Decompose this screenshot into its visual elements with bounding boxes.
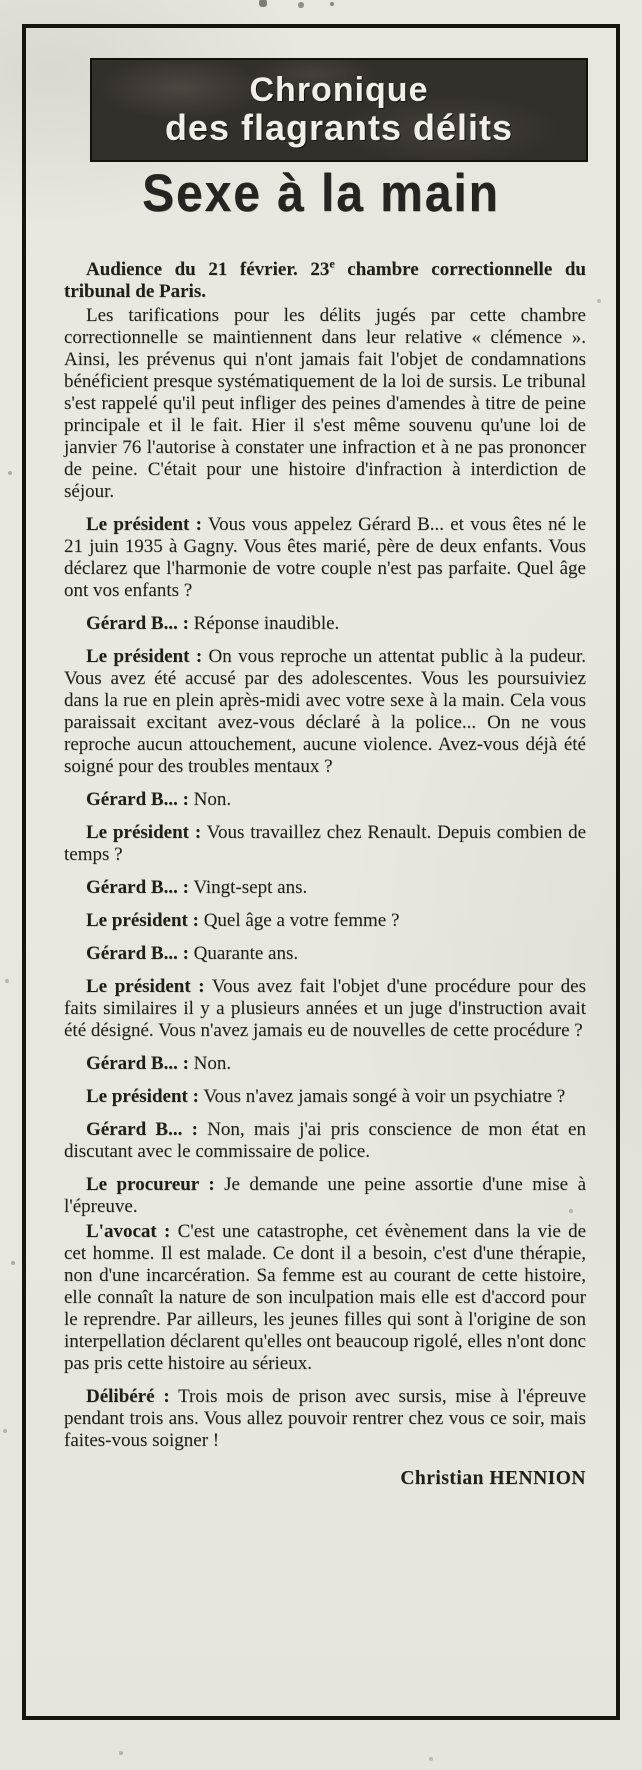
byline: Christian HENNION [400,1468,586,1489]
paragraph-text: Non. [188,789,232,810]
paragraph-dialogue [64,943,586,965]
paragraph-text: C'est une catastrophe, cet évènement dans la vie de cet homme. Il est malade. Ce dont il a besoin, c'est d'une thérapie, non d'une incarcération. Sa femme est au courant de cette histoire, elle connaît la nature de son inculpation mais elle est d'accord pour le reprendre. Par ailleurs, les jeunes filles qui sont à l'origine de son interpellation déclarent qu'elles ont beaucoup rigolé, elles n'ont donc pas pris cette histoire au sérieux. [64,1221,587,1374]
speaker-label: Gérard B... : [86,1119,198,1140]
speaker-label: Le président : [86,976,205,997]
paragraph-text: Quel âge a votre femme ? [198,910,400,931]
speaker-label: Le président : [86,822,202,843]
paragraph-dialogue [64,976,586,1042]
speaker-label: Le président : [86,910,199,931]
article-headline: Sexe à la main [142,163,500,223]
paragraph-text: Les tarifications pour les délits jugés par cette chambre correctionnelle se maintiennent dans leur relative « clémence ». Ainsi, les prévenus qui n'ont jamais fait l'objet de condamnations bénéficient presque systématiquement de la loi de sursis. Le tribunal s'est rappelé qu'il peut infliger des peines d'amendes à titre de peine principale et il le fait. Hier il s'est même souvenu qu'une loi de janvier 76 l'autorise à constater une infraction et à ne pas prononcer de peine. C'était pour une histoire d'infraction à interdiction de séjour. [64,305,586,502]
paragraph-dialogue [64,514,586,602]
paragraph-dialogue [64,910,586,932]
lead-post: chambre correctionnelle du tribunal de Paris. [64,259,586,302]
speaker-label: Gérard B... : [86,789,189,810]
paragraph-text: Trois mois de prison avec sursis, mise à l'épreuve pendant trois ans. Vous allez pouvoir rentrer chez vous ce soir, mais faites-vous soigner ! [64,1386,586,1451]
paragraph-intro [64,305,586,503]
masthead-line2: des flagrants délits [164,106,514,148]
paragraph-text: Vingt-sept ans. [188,877,308,898]
paragraph-dialogue [64,1086,586,1108]
column-masthead [90,58,588,162]
article-frame [22,24,620,1720]
lead-superscript: e [329,256,335,271]
paragraph-dialogue [64,613,586,635]
paragraph-dialogue [64,822,586,866]
paragraph-dialogue [64,1053,586,1075]
paragraph-verdict [64,1386,586,1452]
paragraph-dialogue [64,1221,586,1375]
speaker-label: Gérard B... : [86,877,189,898]
paragraph-dialogue [64,1119,586,1163]
paragraph-text: Vous vous appelez Gérard B... et vous êtes né le 21 juin 1935 à Gagny. Vous êtes marié, père de deux enfants. Vous déclarez que l'harmonie de votre couple n'est pas parfaite. Quel âge ont vos enfants ? [64,514,587,601]
paragraph-dialogue [64,877,586,899]
speaker-label: Le procureur : [86,1174,215,1195]
article-body [64,256,587,1490]
paragraph-dialogue [64,789,586,811]
scan-noise [0,0,2,2]
speaker-label: Gérard B... : [86,1053,189,1074]
speaker-label: Le président : [86,514,202,535]
speaker-label: L'avocat : [86,1221,171,1242]
lead-paragraph [64,256,586,303]
paragraph-dialogue [64,646,586,778]
paragraph-text: Non. [188,1053,232,1074]
paragraph-text: Quarante ans. [188,943,299,964]
paragraph-dialogue [64,1174,586,1218]
lead-pre: Audience du 21 février. 23 [86,259,330,280]
paragraph-text: On vous reproche un attentat public à la pudeur. Vous avez été accusé par des adolescentes. Vous les poursuiviez dans la rue en plein après-midi avec votre sexe à la main. Cela vous paraissait excitant avez-vous déclaré à la police... On ne vous reproche aucun attouchement, aucune violence. Avez-vous déjà été soigné pour des troubles mentaux ? [64,646,586,777]
paragraph-text: Vous avez fait l'objet d'une procédure pour des faits similaires il y a plusieurs années et un juge d'instruction avait été désigné. Vous n'avez jamais eu de nouvelles de cette procédure ? [64,976,586,1041]
speaker-label: Le président : [86,1086,199,1107]
paragraph-text: Je demande une peine assortie d'une mise à l'épreuve. [64,1174,586,1217]
paragraph-text: Vous travaillez chez Renault. Depuis combien de temps ? [64,822,586,865]
paragraph-text: Non, mais j'ai pris conscience de mon état en discutant avec le commissaire de police. [64,1119,586,1162]
paragraph-text: Réponse inaudible. [188,613,340,634]
paragraph-text: Vous n'avez jamais songé à voir un psychiatre ? [198,1086,566,1107]
speaker-label: Gérard B... : [86,613,189,634]
speaker-label: Gérard B... : [86,943,189,964]
speaker-label: Délibéré : [86,1386,170,1407]
masthead-line1: Chronique [249,71,429,110]
speaker-label: Le président : [86,646,203,667]
